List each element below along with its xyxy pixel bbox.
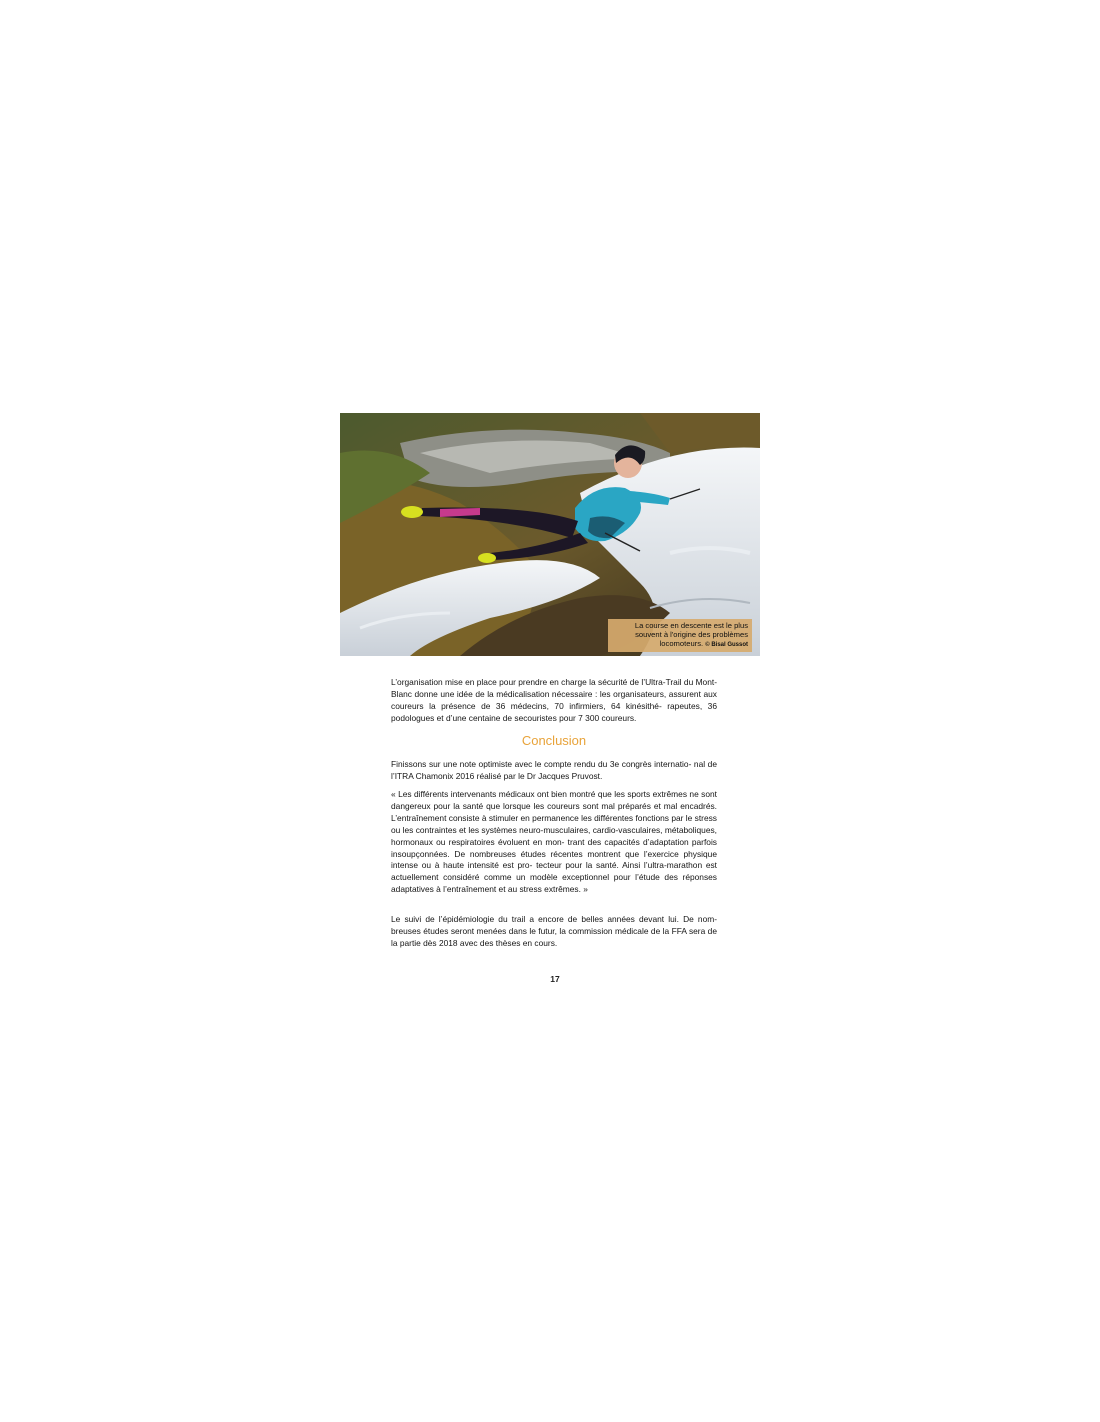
intro-text: L’organisation mise en place pour prendre en charge la sécurité de l’Ultra-Trail du Mont-Blanc donne une idée de la médicalisation nécessaire : les organisateurs, assurent aux coureurs la présence de 36 médecins, 70 infirmiers, 64 kinésithé- rapeutes, 36 podologues et d’une centaine de secouristes pour 7 300 coureurs. [391,677,717,723]
photo-credit: © Bisal Gussot [705,642,748,648]
closing-text: Le suivi de l’épidémiologie du trail a encore de belles années devant lui. De nom- breuses études seront menées dans le futur, la commission médicale de la FFA sera de la partie dès 2018 avec des thèses en cours. [391,914,717,948]
trail-runner-photo [340,413,760,656]
closing-paragraph [391,914,717,950]
quote-paragraph [391,789,717,896]
section-heading: Conclusion [521,733,587,748]
document-page [340,413,760,1005]
caption-text: La course en descente est le plus souvent à l'origine des problèmes locomoteurs. [634,621,748,648]
quote-text: « Les différents intervenants médicaux ont bien montré que les sports extrêmes ne sont dangereux pour la santé que lorsque les coureurs sont mal préparés et mal encadrés. L’entraînement consiste à stimuler en permanence les différentes fonctions par le stress ou les contraintes et les systèmes neuro-musculaires, cardio-vasculaires, métaboliques, hormonaux ou respiratoires évoluent en mon- trant des capacités d’adaptation parfois insoupçonnées. De nombreuses études récentes montrent que l’exercice physique intense ou à haute intensité est pro- tecteur pour la santé. Ainsi l’ultra-marathon est actuellement considéré comme un modèle exceptionnel pour l’étude des réponses adaptatives à l’entraînement et au stress extrêmes. » [391,789,717,895]
intro-paragraph [391,677,717,725]
lead-text: Finissons sur une note optimiste avec le compte rendu du 3e congrès internatio- nal de l’ITRA Chamonix 2016 réalisé par le Dr Jacques Pruvost. [391,759,717,781]
lead-paragraph [391,759,717,783]
photo-caption [608,619,752,652]
page-number: 17 [550,974,560,984]
